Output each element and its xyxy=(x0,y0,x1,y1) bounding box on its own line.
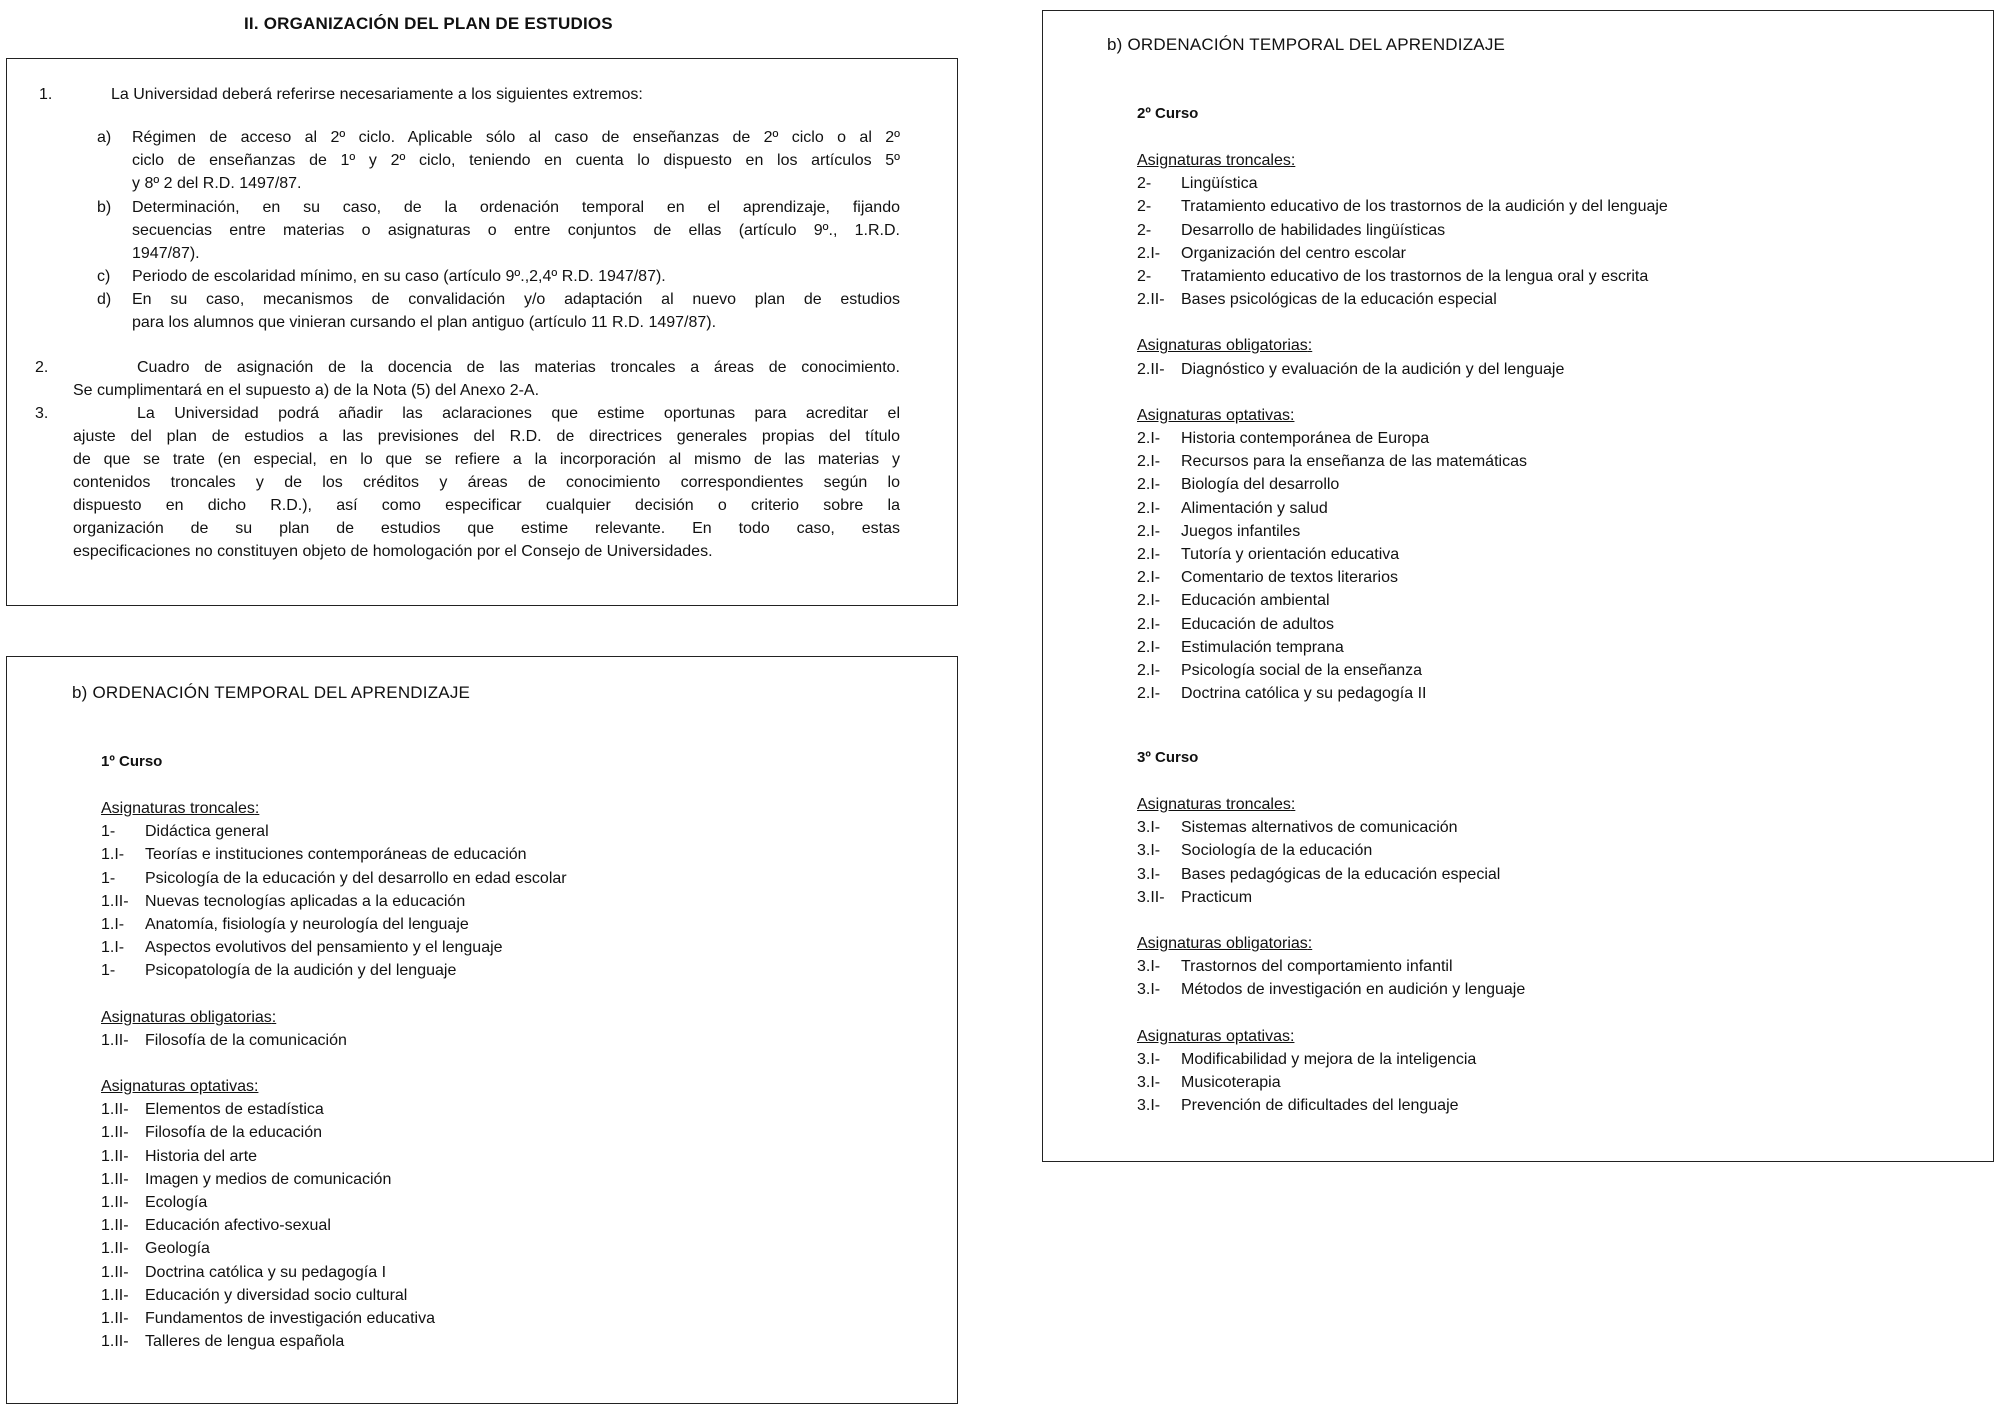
subject-row xyxy=(101,959,567,982)
subject-name: Tratamiento educativo de los trastornos de la audición y del lenguaje xyxy=(1181,198,1668,216)
c3-obligatorias-list xyxy=(1137,955,1525,1001)
course-3-list xyxy=(1137,793,1525,1117)
subject-name: Musicoterapia xyxy=(1181,1074,1281,1092)
subject-row xyxy=(101,913,567,936)
subject-row xyxy=(101,1214,567,1237)
course-2-list xyxy=(1137,149,1668,705)
subject-row xyxy=(101,1284,567,1307)
subject-code: 2.I- xyxy=(1137,430,1161,448)
optativas-heading: Asignaturas optativas: xyxy=(101,1078,259,1096)
subject-code: 1.II- xyxy=(101,1217,129,1235)
subject-name: Métodos de investigación en audición y lenguaje xyxy=(1181,981,1526,999)
course-2-heading: 2º Curso xyxy=(1137,105,1199,122)
subject-code: 2.I- xyxy=(1137,685,1161,703)
subject-name: Recursos para la enseñanza de las matemáticas xyxy=(1181,453,1527,471)
subject-name: Biología del desarrollo xyxy=(1181,476,1340,494)
subject-name: Filosofía de la comunicación xyxy=(145,1031,347,1049)
subject-code: 2.I- xyxy=(1137,453,1161,471)
item-2-number: 2. xyxy=(35,359,49,376)
subject-code: 1.II- xyxy=(101,1124,129,1142)
subject-row xyxy=(101,1121,567,1144)
subject-name: Fundamentos de investigación educativa xyxy=(145,1310,435,1328)
subject-name: Practicum xyxy=(1181,888,1253,906)
subject-name: Lingüística xyxy=(1181,175,1258,193)
subject-name: Elementos de estadística xyxy=(145,1101,324,1119)
subject-row xyxy=(101,1168,567,1191)
subject-code: 1.II- xyxy=(101,1333,129,1351)
subject-row xyxy=(1137,955,1525,978)
c3-troncales-list xyxy=(1137,816,1525,909)
subject-row xyxy=(1137,613,1668,636)
troncales-list xyxy=(101,820,567,982)
subject-name: Sociología de la educación xyxy=(1181,842,1373,860)
subject-name: Comentario de textos literarios xyxy=(1181,569,1398,587)
subject-name: Didáctica general xyxy=(145,823,269,841)
subject-code: 2- xyxy=(1137,175,1152,193)
c2-optativas-heading: Asignaturas optativas: xyxy=(1137,406,1295,424)
first-course-box xyxy=(6,656,958,1404)
course-heading: 1º Curso xyxy=(101,753,163,770)
subject-code: 2.I- xyxy=(1137,244,1161,262)
subject-name: Doctrina católica y su pedagogía I xyxy=(145,1263,387,1281)
subject-name: Estimulación temprana xyxy=(1181,638,1344,656)
subject-code: 2.I- xyxy=(1137,569,1161,587)
c2-obligatorias-list xyxy=(1137,358,1668,381)
c3-obligatorias-heading: Asignaturas obligatorias: xyxy=(1137,935,1313,953)
subject-row xyxy=(101,1330,567,1353)
subject-row xyxy=(1137,863,1525,886)
troncales-heading: Asignaturas troncales: xyxy=(101,800,260,817)
subitem-d-text: En su caso, mecanismos de convalidación y/o adaptación al nuevo plan de estudios para los alumnos que vinieran cursando el plan antiguo (artículo 11 R.D. 1497/87). xyxy=(132,291,900,331)
subject-row xyxy=(1137,816,1525,839)
subject-code: 3.I- xyxy=(1137,958,1161,976)
subject-row xyxy=(101,820,567,843)
subject-code: 1- xyxy=(101,823,116,841)
subject-row xyxy=(101,1191,567,1214)
subject-name: Psicología social de la enseñanza xyxy=(1181,662,1423,680)
subitem-c-text: Periodo de escolaridad mínimo, en su caso (artículo 9º.,2,4º R.D. 1947/87). xyxy=(132,268,666,285)
subject-code: 1.II- xyxy=(101,1263,129,1281)
subject-code: 2.I- xyxy=(1137,499,1161,517)
subject-row xyxy=(101,1098,567,1121)
subject-name: Diagnóstico y evaluación de la audición y del lenguaje xyxy=(1181,360,1565,378)
subject-code: 2.I- xyxy=(1137,615,1161,633)
item-1-text: La Universidad deberá referirse necesariamente a los siguientes extremos: xyxy=(111,86,643,103)
subject-row xyxy=(1137,886,1525,909)
subject-row xyxy=(1137,450,1668,473)
subject-row xyxy=(1137,195,1668,218)
subject-row xyxy=(1137,636,1668,659)
subject-name: Educación y diversidad socio cultural xyxy=(145,1286,408,1304)
subitem-b-letter: b) xyxy=(97,199,112,216)
subject-code: 2.I- xyxy=(1137,476,1161,494)
subject-name: Organización del centro escolar xyxy=(1181,244,1407,262)
subject-name: Geología xyxy=(145,1240,210,1258)
subject-code: 2.I- xyxy=(1137,546,1161,564)
subject-row xyxy=(1137,682,1668,705)
subject-name: Bases pedagógicas de la educación especial xyxy=(1181,865,1501,883)
c3-optativas-list xyxy=(1137,1048,1525,1118)
subject-code: 2- xyxy=(1137,268,1152,286)
subject-name: Psicopatología de la audición y del lenguaje xyxy=(145,962,457,980)
c2-troncales-list xyxy=(1137,172,1668,311)
subitem-b-text: Determinación, en su caso, de la ordenación temporal en el aprendizaje, fijando secuencias entre materias o asignaturas o entre conjuntos de ellas (artículo 9º., 1.R.D. 1947/87). xyxy=(132,199,900,262)
subject-code: 1.II- xyxy=(101,1310,129,1328)
subject-row xyxy=(101,843,567,866)
subject-code: 3.I- xyxy=(1137,1097,1161,1115)
subject-row xyxy=(1137,978,1525,1001)
subject-code: 2.I- xyxy=(1137,592,1161,610)
subject-row xyxy=(1137,265,1668,288)
subject-name: Psicología de la educación y del desarrollo en edad escolar xyxy=(145,869,567,887)
subject-code: 1.II- xyxy=(101,1101,129,1119)
subitem-c-letter: c) xyxy=(97,268,111,285)
subject-code: 1.II- xyxy=(101,1031,129,1049)
item-2-text: Cuadro de asignación de la docencia de las materias troncales a áreas de conocimiento. Se cumplimentará en el supuesto a) de la Nota (5) del Anexo 2-A. xyxy=(73,359,900,399)
subject-row xyxy=(1137,219,1668,242)
subject-row xyxy=(1137,566,1668,589)
subject-name: Modificabilidad y mejora de la inteligencia xyxy=(1181,1050,1477,1068)
item-1-number: 1. xyxy=(39,86,53,103)
subject-row xyxy=(101,1145,567,1168)
subject-code: 1.I- xyxy=(101,846,125,864)
subject-name: Nuevas tecnologías aplicadas a la educación xyxy=(145,892,466,910)
subject-code: 1.I- xyxy=(101,939,125,957)
subject-row xyxy=(1137,659,1668,682)
second-third-course-box xyxy=(1042,10,1994,1162)
subject-row xyxy=(101,1237,567,1260)
subject-row xyxy=(1137,172,1668,195)
subject-code: 1.II- xyxy=(101,892,129,910)
subject-code: 1- xyxy=(101,869,116,887)
c2-troncales-heading: Asignaturas troncales: xyxy=(1137,152,1296,169)
subject-code: 3.I- xyxy=(1137,1050,1161,1068)
subitem-a-text: Régimen de acceso al 2º ciclo. Aplicable sólo al caso de enseñanzas de 2º ciclo o al 2º ciclo de enseñanzas de 1º y 2º ciclo, teniendo en cuenta lo dispuesto en los artículos 5º y 8º 2 del R.D. 1497/87. xyxy=(132,129,900,192)
optativas-list xyxy=(101,1098,567,1353)
subject-name: Talleres de lengua española xyxy=(145,1333,345,1351)
subject-name: Educación de adultos xyxy=(1181,615,1334,633)
instructions-box xyxy=(6,58,958,606)
subitem-d-letter: d) xyxy=(97,291,112,308)
subject-code: 2- xyxy=(1137,198,1152,216)
subject-code: 2.I- xyxy=(1137,638,1161,656)
subject-name: Anatomía, fisiología y neurología del lenguaje xyxy=(145,916,469,934)
subject-code: 1.II- xyxy=(101,1147,129,1165)
subject-row xyxy=(101,1307,567,1330)
c3-troncales-heading: Asignaturas troncales: xyxy=(1137,796,1296,813)
subject-code: 3.I- xyxy=(1137,981,1161,999)
subject-code: 3.I- xyxy=(1137,1074,1161,1092)
subject-name: Tutoría y orientación educativa xyxy=(1181,546,1400,564)
c2-optativas-list xyxy=(1137,427,1668,705)
subject-code: 2.I- xyxy=(1137,662,1161,680)
subject-name: Trastornos del comportamiento infantil xyxy=(1181,958,1453,976)
subitem-a-letter: a) xyxy=(97,129,112,146)
subject-row xyxy=(1137,589,1668,612)
subject-name: Filosofía de la educación xyxy=(145,1124,322,1142)
subject-row xyxy=(1137,520,1668,543)
subject-row xyxy=(101,1261,567,1284)
subject-code: 2.II- xyxy=(1137,360,1165,378)
subject-name: Ecología xyxy=(145,1194,208,1212)
subject-code: 1.I- xyxy=(101,916,125,934)
subject-code: 3.I- xyxy=(1137,842,1161,860)
subject-name: Historia contemporánea de Europa xyxy=(1181,430,1430,448)
subject-row xyxy=(101,936,567,959)
subject-code: 3.I- xyxy=(1137,819,1161,837)
subject-code: 2- xyxy=(1137,221,1152,239)
subject-row xyxy=(101,1029,567,1052)
subject-row xyxy=(101,890,567,913)
course-3-heading: 3º Curso xyxy=(1137,749,1199,766)
subject-row xyxy=(1137,543,1668,566)
subject-name: Doctrina católica y su pedagogía II xyxy=(1181,685,1427,703)
subject-code: 2.II- xyxy=(1137,291,1165,309)
subject-row xyxy=(1137,473,1668,496)
section-title: b) ORDENACIÓN TEMPORAL DEL APRENDIZAJE xyxy=(72,683,471,702)
subject-name: Aspectos evolutivos del pensamiento y el lenguaje xyxy=(145,939,503,957)
subject-name: Desarrollo de habilidades lingüísticas xyxy=(1181,221,1446,239)
c3-optativas-heading: Asignaturas optativas: xyxy=(1137,1027,1295,1045)
subject-code: 1.II- xyxy=(101,1240,129,1258)
subject-row xyxy=(1137,497,1668,520)
section-title: b) ORDENACIÓN TEMPORAL DEL APRENDIZAJE xyxy=(1107,35,1506,54)
obligatorias-list xyxy=(101,1029,567,1052)
subject-row xyxy=(1137,242,1668,265)
subject-code: 1- xyxy=(101,962,116,980)
subject-name: Tratamiento educativo de los trastornos de la lengua oral y escrita xyxy=(1181,268,1649,286)
subject-row xyxy=(1137,1094,1525,1117)
item-3-text: La Universidad podrá añadir las aclaraciones que estime oportunas para acreditar el ajuste del plan de estudios a las previsiones del R.D. de directrices generales propias del título de que se trate (en especial, en lo que se refiere a la incorporación al mismo de las materias y contenidos troncales y de los créditos y áreas de conocimiento correspondientes según lo dispuesto en dicho R.D.), así como especificar cualquier decisión o criterio sobre la organización de su plan de estudios que estime relevante. En todo caso, estas especificaciones no constituyen objeto de homologación por el Consejo de Universidades. xyxy=(73,405,900,560)
course-list xyxy=(101,797,567,1353)
subject-name: Historia del arte xyxy=(145,1147,258,1165)
subject-row xyxy=(1137,427,1668,450)
subject-name: Teorías e instituciones contemporáneas de educación xyxy=(145,846,527,864)
subject-name: Bases psicológicas de la educación especial xyxy=(1181,291,1497,309)
subject-row xyxy=(1137,1071,1525,1094)
subject-row xyxy=(1137,358,1668,381)
subject-name: Prevención de dificultades del lenguaje xyxy=(1181,1097,1459,1115)
subject-code: 3.II- xyxy=(1137,888,1165,906)
subject-code: 3.I- xyxy=(1137,865,1161,883)
subject-code: 1.II- xyxy=(101,1170,129,1188)
subject-name: Alimentación y salud xyxy=(1181,499,1328,517)
subject-row xyxy=(1137,1048,1525,1071)
subject-name: Sistemas alternativos de comunicación xyxy=(1181,819,1458,837)
subject-name: Juegos infantiles xyxy=(1181,522,1301,540)
subject-code: 2.I- xyxy=(1137,522,1161,540)
subject-name: Imagen y medios de comunicación xyxy=(145,1170,392,1188)
subject-name: Educación afectivo-sexual xyxy=(145,1217,331,1235)
item-3-number: 3. xyxy=(35,405,49,422)
subject-row xyxy=(101,867,567,890)
subject-row xyxy=(1137,839,1525,862)
obligatorias-heading: Asignaturas obligatorias: xyxy=(101,1008,277,1026)
subject-code: 1.II- xyxy=(101,1286,129,1304)
c2-obligatorias-heading: Asignaturas obligatorias: xyxy=(1137,337,1313,355)
subject-code: 1.II- xyxy=(101,1194,129,1212)
page-title: II. ORGANIZACIÓN DEL PLAN DE ESTUDIOS xyxy=(244,14,613,33)
subject-row xyxy=(1137,288,1668,311)
subject-name: Educación ambiental xyxy=(1181,592,1330,610)
